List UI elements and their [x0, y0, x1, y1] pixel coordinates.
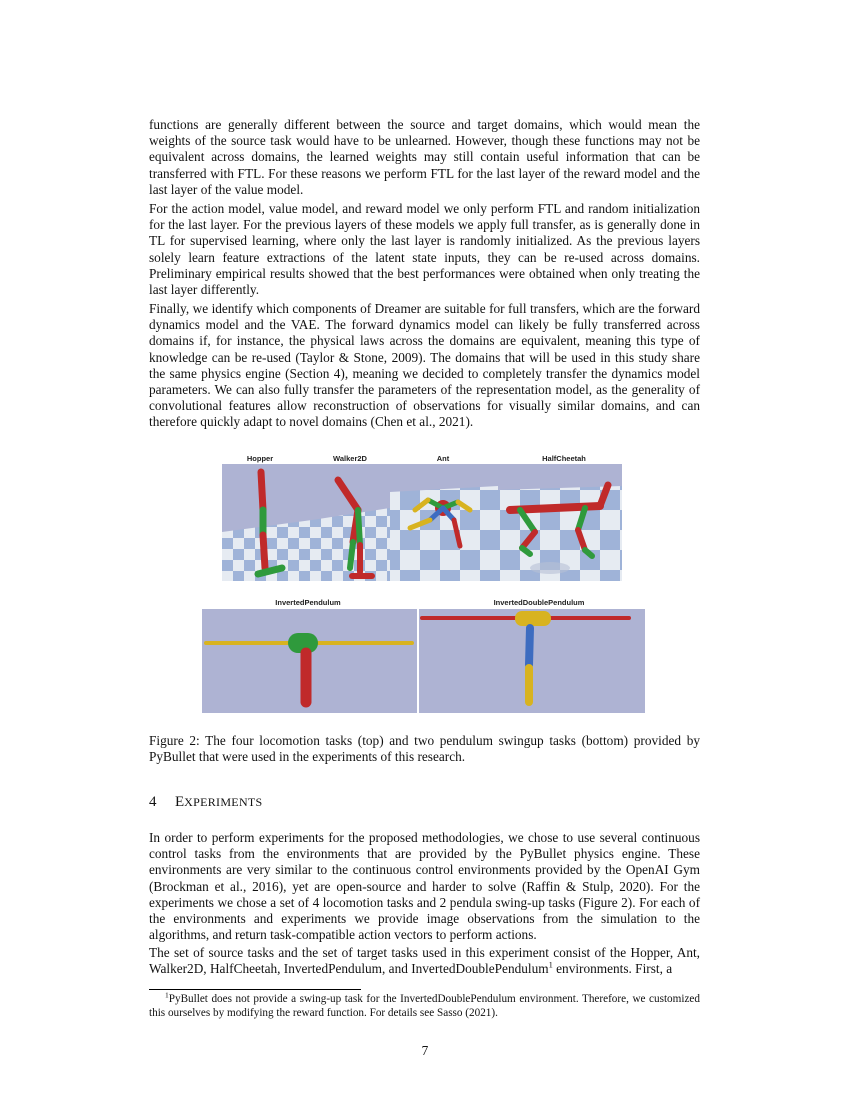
panel-label-inverteddoublependulum: InvertedDoublePendulum — [493, 598, 585, 607]
paragraph-2: For the action model, value model, and reward model we only perform FTL and random initialization for the last layer. For the previous layers of these models we apply full transfer, as is generally done in TL for supervised learning, where only the last layer is randomly initialized. As the previous layers solely learn feature extractions of the latent state inputs, they can be re-used across domains. Preliminary empirical results showed that the best performances were obtained when only treating the last layer differently. — [149, 201, 700, 298]
panel-label-halfcheetah: HalfCheetah — [542, 454, 586, 463]
paragraph-1: functions are generally different between the source and target domains, which would mean the weights of the source task would have to be unlearned. However, though these functions may not be equivalent across domains, the learned weights may still contain useful information that can be transferred with FTL. For these reasons we perform FTL for the last layer of the reward model and the last layer of the value model. — [149, 117, 700, 197]
paragraph-4: In order to perform experiments for the proposed methodologies, we chose to use several continuous control tasks from the environments that are provided by the PyBullet physics engine. These environments are very similar to the continuous control environments provided by the OpenAI Gym (Brockman et al., 2016), yet are open-source and harder to solve (Raffin & Stulp, 2020). For the experiments we chose a set of 4 locomotion tasks and 2 pendula swing-up tasks (Figure 2). For each of the environments and experiments we provide image observations from the simulation to the algorithms, and return task-compatible action vectors to perform actions. — [149, 830, 700, 943]
section-number: 4 — [149, 794, 157, 810]
panel-label-hopper: Hopper — [246, 454, 274, 463]
paragraph-5-text-end: environments. First, a — [552, 961, 673, 977]
paragraph-3: Finally, we identify which components of Dreamer are suitable for full transfers, which are the forward dynamics model and the VAE. The forward dynamics model can likely be fully transferred across domains if, for instance, the physical laws across the domains are equivalent, meaning this type of knowledge can be re-used (Taylor & Stone, 2009). The domains that will be used in this study share the same physics engine (Section 4), meaning we decided to completely transfer the dynamics model parameters. We can also fully transfer the parameters of the representation model, as the generality of convolutional features allow reconstruction of observations for visually similar domains, and can therefore quickly adapt to novel domains (Chen et al., 2021). — [149, 301, 700, 430]
section-title-initial: E — [175, 794, 185, 810]
panel-label-invertedpendulum: InvertedPendulum — [275, 598, 341, 607]
footnote-rule — [149, 989, 361, 990]
panel-label-ant: Ant — [436, 454, 450, 463]
walker2d-panel — [312, 464, 390, 581]
figure-2-image — [200, 450, 650, 720]
invertedpendulum-panel — [202, 609, 417, 713]
inverteddoublependulum-panel — [419, 609, 645, 713]
footnote-marker: 1 — [165, 990, 169, 1000]
paragraph-5-text: The set of source tasks and the set of target tasks used in this experiment consist of the Hopper, Ant, Walker2D, HalfCheetah, InvertedPendulum, and InvertedDoublePendulum — [149, 945, 700, 977]
figure-2 — [200, 450, 650, 720]
panel-label-walker2d: Walker2D — [333, 454, 367, 463]
halfcheetah-panel — [498, 464, 622, 581]
figure-caption: Figure 2: The four locomotion tasks (top) and two pendulum swingup tasks (bottom) provided by PyBullet that were used in the experiments of this research. — [149, 733, 700, 765]
paragraph-5 — [149, 945, 700, 977]
footnote — [149, 990, 700, 1020]
footnote-ref: 1 — [548, 959, 553, 970]
hopper-panel — [222, 464, 312, 581]
page-number: 7 — [421, 1043, 429, 1058]
ant-panel — [390, 464, 498, 581]
footnote-text: PyBullet does not provide a swing-up task for the InvertedDoublePendulum environment. Therefore, we customized this ourselves by modifying the reward function. For details see Sasso (2021). — [149, 993, 700, 1019]
section-heading — [149, 794, 263, 811]
section-title-rest: XPERIMENTS — [184, 795, 263, 809]
